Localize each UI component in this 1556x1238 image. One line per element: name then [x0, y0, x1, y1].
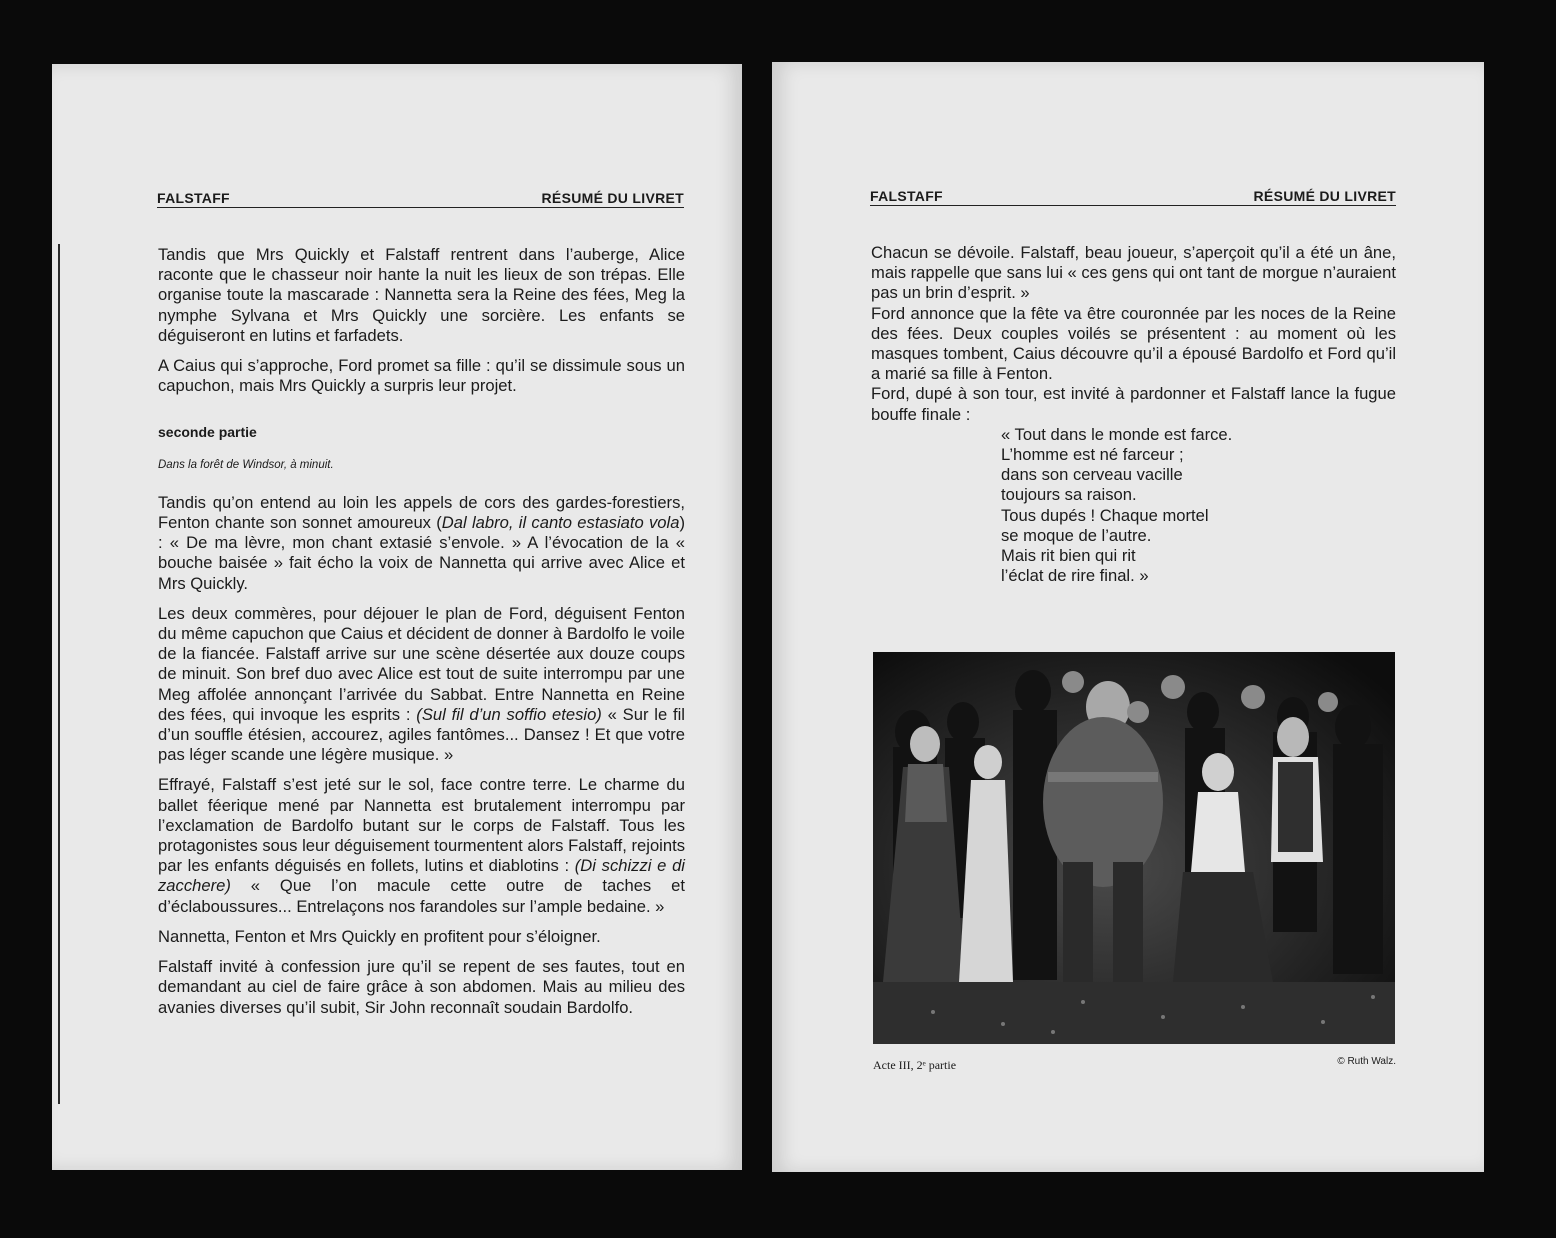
text-run: « Que l’on macule cette outre de taches et d’éclaboussures... Entrelaçons nos farandoles sur l’ample bedaine. »	[158, 876, 685, 916]
poem-line: « Tout dans le monde est farce.	[1001, 424, 1233, 444]
photo-illustration	[873, 652, 1395, 1044]
paragraph: Ford, dupé à son tour, est invité à pardonner et Falstaff lance la fugue bouffe finale :	[871, 384, 1396, 424]
photo-caption: Acte III, 2ᵉ partie	[873, 1058, 957, 1072]
left-body-text	[158, 245, 685, 1028]
paragraph: Ford annonce que la fête va être couronnée par les noces de la Reine des fées. Deux couples voilés se présentent : au moment où les masques tombent, Caius découvre qu’il a épousé Bardolfo et Ford qu’il a marié sa fille à Fenton.	[871, 303, 1396, 384]
header-title: FALSTAFF	[870, 188, 943, 204]
text-run: Les deux commères, pour déjouer le plan de Ford, déguisent Fenton du même capuchon que Caius et décident de donner à Bardolfo le voile de la fiancée. Falstaff arrive sur une scène désertée aux douze coups de minuit. Son bref duo avec Alice est tout de suite interrompu par une Meg affolée annonçant l’arrivée du Sabbat. Entre Nannetta en Reine des fées, qui invoque les esprits :	[158, 603, 685, 724]
running-header	[157, 190, 684, 208]
italic-title: (Sul fil d’un soffio etesio)	[416, 704, 602, 724]
paragraph	[158, 604, 685, 766]
right-body-text	[871, 243, 1396, 586]
paragraph: Falstaff invité à confession jure qu’il se repent de ses fautes, tout en demandant au ciel de faire grâce à son abdomen. Mais au milieu des avanies diverses qu’il subit, Sir John reconnaît soudain Bardolfo.	[158, 957, 685, 1017]
poem-line: Mais rit bien qui rit	[1001, 546, 1136, 566]
header-title: FALSTAFF	[157, 190, 230, 206]
photo-credit: © Ruth Walz.	[1337, 1056, 1396, 1067]
right-page	[772, 62, 1484, 1172]
poem-line: l’éclat de rire final. »	[1001, 566, 1149, 586]
stage-direction: Dans la forêt de Windsor, à minuit.	[158, 458, 334, 471]
poem-line: Tous dupés ! Chaque mortel	[1001, 505, 1209, 525]
paragraph	[158, 775, 685, 916]
text-run: ) : « De ma lèvre, mon chant extasié s’envole. » A l’évocation de la « bouche baisée » fait écho la voix de Nannetta qui arrive avec Alice et Mrs Quickly.	[158, 513, 685, 593]
paragraph	[158, 493, 685, 594]
paragraph: Tandis que Mrs Quickly et Falstaff rentrent dans l’auberge, Alice raconte que le chasseur noir hante la nuit les lieux de son trépas. Elle organise toute la mascarade : Nannetta sera la Reine des fées, Meg la nymphe Sylvana et Mrs Quickly une sorcière. Les enfants se déguiseront en lutins et farfadets.	[158, 245, 685, 345]
text-run: « Sur le fil d’un souffle étésien, accourez, agiles fantômes... Dansez ! Et que votre pas léger scande une légère musique. »	[158, 704, 685, 765]
poem-line: toujours sa raison.	[1001, 485, 1137, 505]
italic-title: Dal labro, il canto estasiato vola	[441, 513, 680, 533]
page-edge-line	[58, 244, 60, 1104]
stage-photograph	[873, 652, 1395, 1044]
section-heading: seconde partie	[158, 424, 257, 441]
paragraph: A Caius qui s’approche, Ford promet sa fille : qu’il se dissimule sous un capuchon, mais Mrs Quickly a surpris leur projet.	[158, 356, 685, 396]
poem-line: L’homme est né farceur ;	[1001, 445, 1184, 465]
header-section: RÉSUMÉ DU LIVRET	[541, 190, 684, 206]
left-page	[52, 64, 742, 1170]
italic-title: (Di schizzi e di zacchere)	[158, 856, 685, 896]
running-header	[870, 188, 1396, 206]
poem-line: se moque de l’autre.	[1001, 525, 1152, 545]
poem-quote	[1001, 425, 1396, 587]
poem-line: dans son cerveau vacille	[1001, 465, 1183, 485]
paragraph: Chacun se dévoile. Falstaff, beau joueur, s’aperçoit qu’il a été un âne, mais rappelle que sans lui « ces gens qui ont tant de morgue n’auraient pas un brin d’esprit. »	[871, 243, 1396, 303]
paragraph: Nannetta, Fenton et Mrs Quickly en profitent pour s’éloigner.	[158, 926, 601, 946]
text-run: Effrayé, Falstaff s’est jeté sur le sol, face contre terre. Le charme du ballet féerique mené par Nannetta est brutalement interrompu par l’exclamation de Bardolfo butant sur le corps de Falstaff. Tous les protagonistes sous leur déguisement tourmentent alors Falstaff, rejoints par les enfants déguisés en follets, lutins et diablotins :	[158, 775, 685, 876]
text-run: Tandis qu’on entend au loin les appels de cors des gardes-forestiers, Fenton chante son sonnet amoureux (	[158, 492, 685, 533]
header-section: RÉSUMÉ DU LIVRET	[1253, 188, 1396, 204]
